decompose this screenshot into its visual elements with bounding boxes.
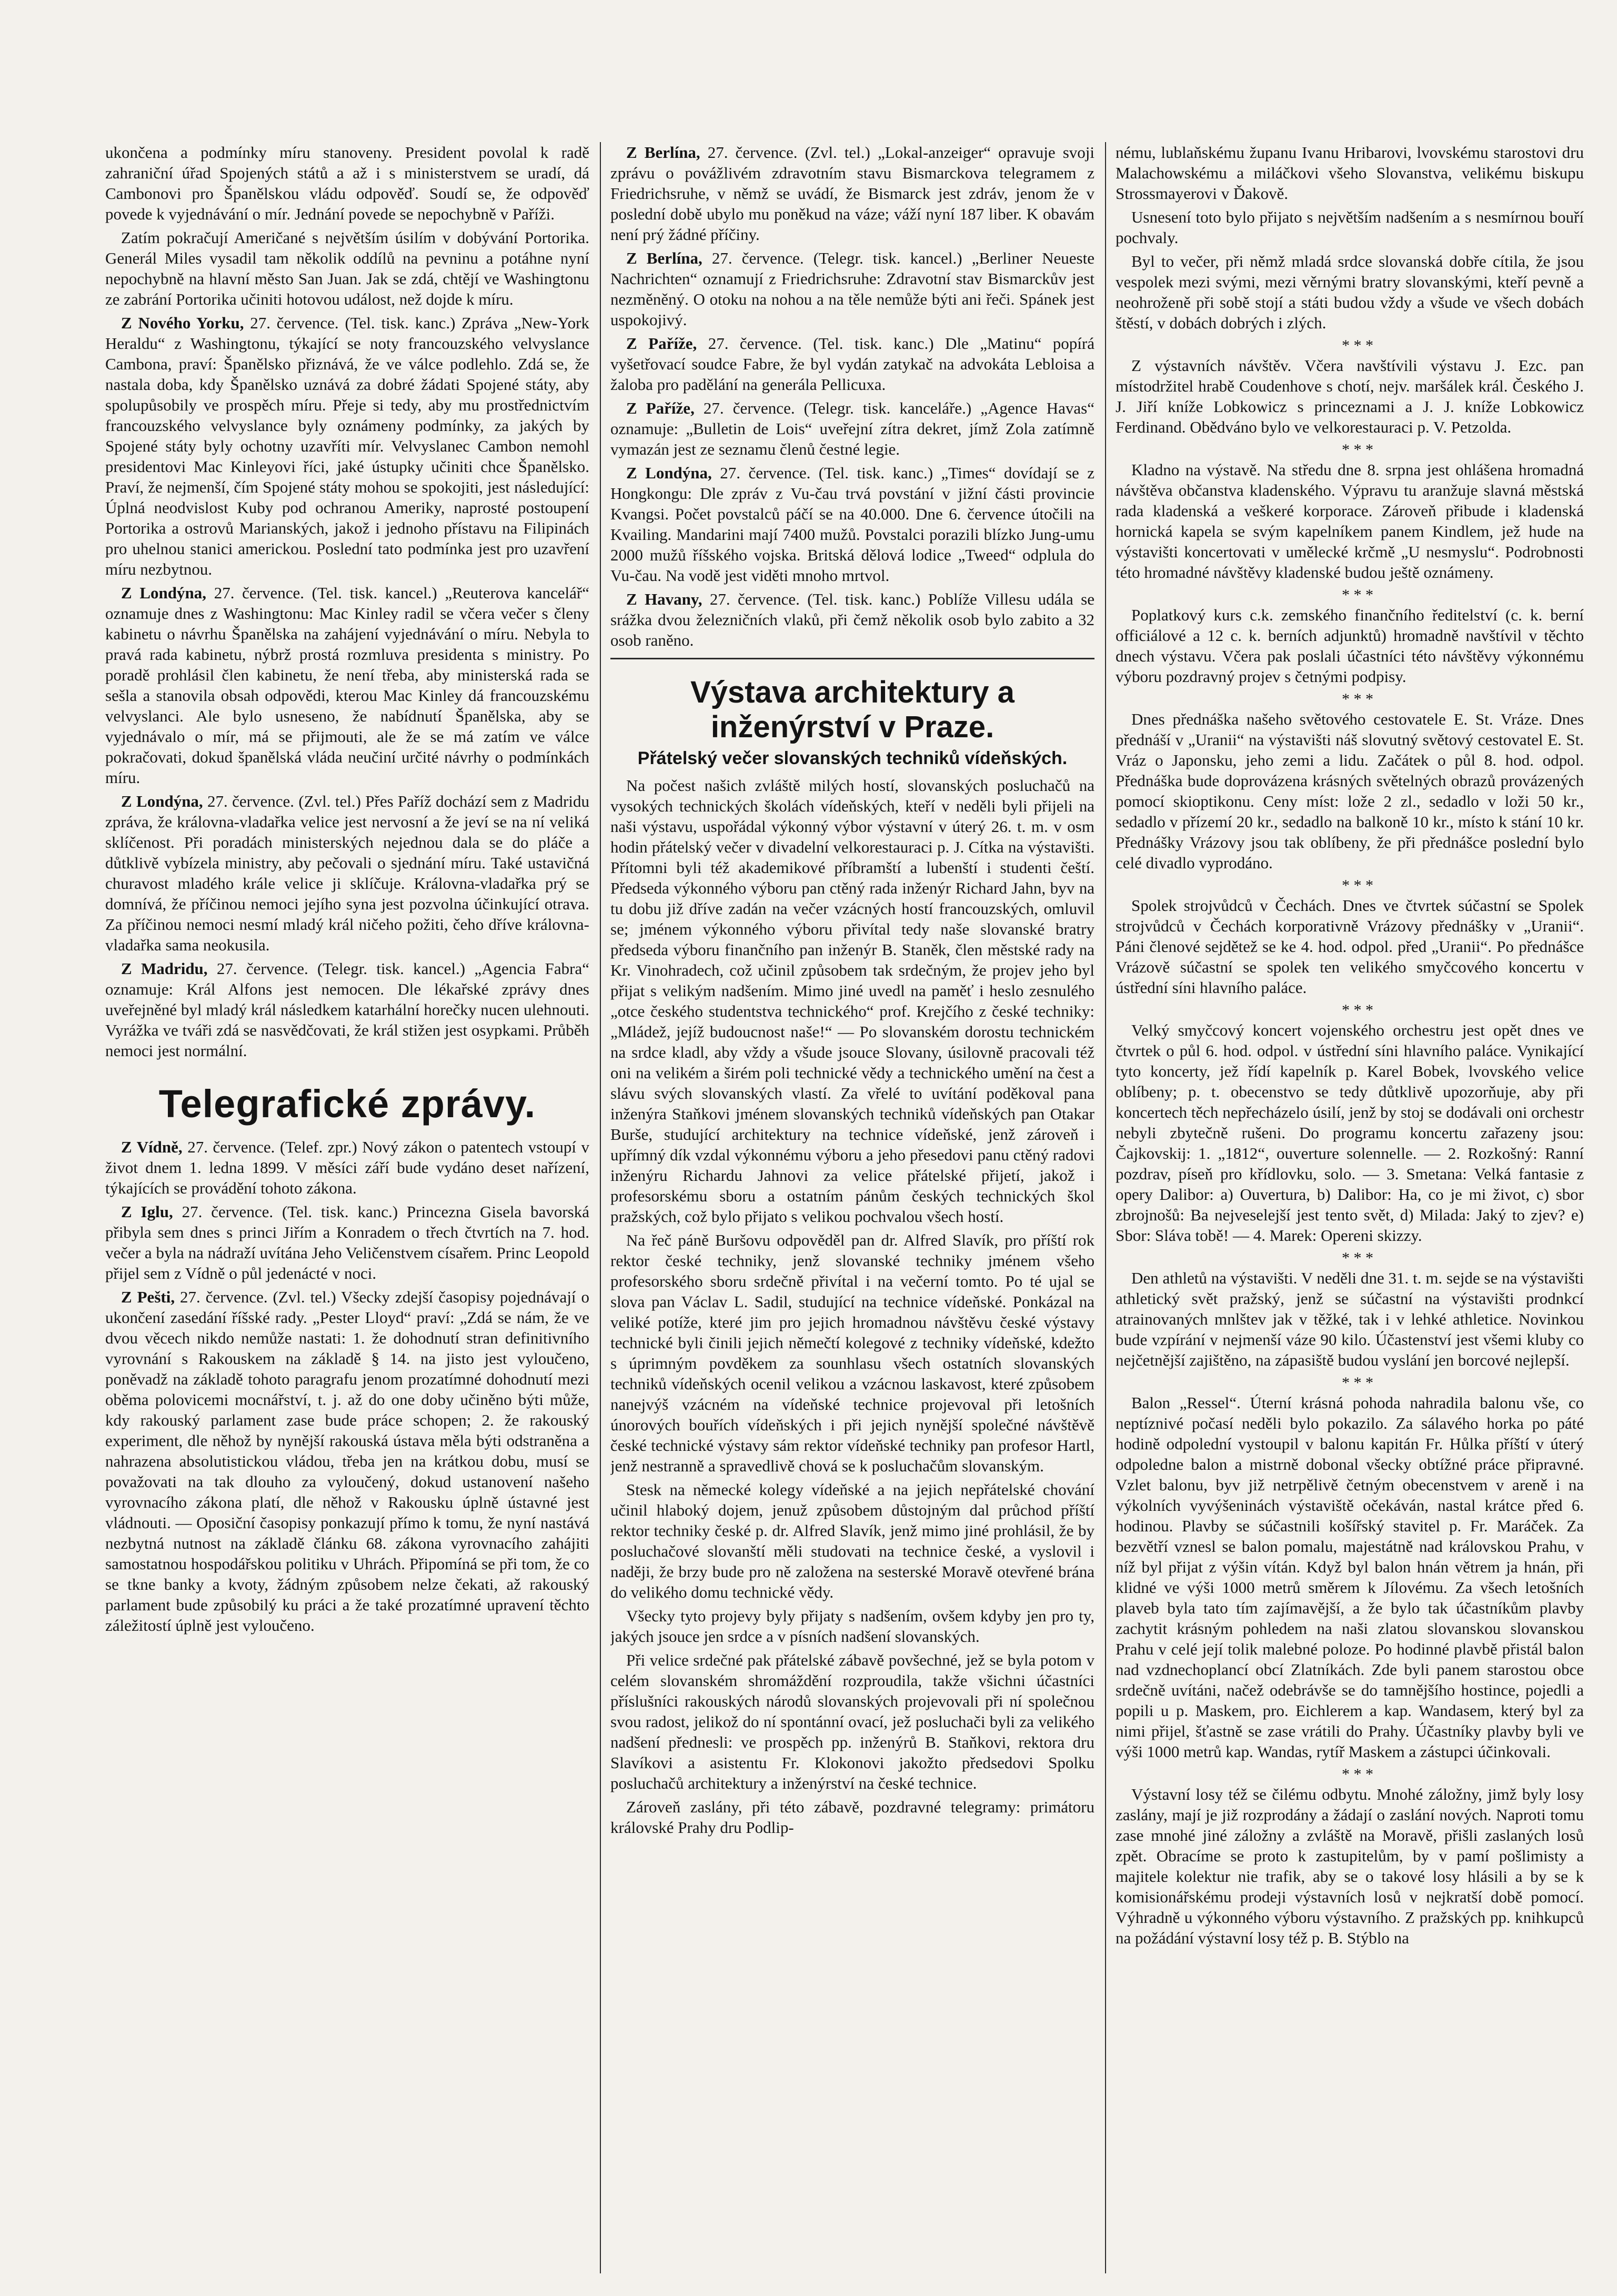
news-item: Z Londýna, 27. července. (Tel. tisk. kanc.) „Times“ dovídají se z Hongkongu: Dle zpráv z Vu-čau trvá povstání v jižní části provincie Kvangsi. Počet povstalců páčí se na 40.000. Dne 6. července útočili na Kvailing. Mandarini mají 7400 mužů. Povstalci porazili blízko Jung-umu 2000 mužů říšského vojska. Britská dělová lodice „Tweed“ odplula do Vu-čau. Na vodě jest viděti mnoho mrtvol.: [610, 464, 1094, 585]
news-item: Z Londýna, 27. července. (Tel. tisk. kancel.) „Reuterova kancelář“ oznamuje dnes z Washingtonu: Mac Kinley radil se včera večer s členy kabinetu o návrhu Španělska na zahájení vyjednávání o míru. Nebyla to pravá rada kabinetu, nýbrž prostá rozmluva presidenta s ministry. Po poradě prohlásil člen kabinetu, že není třeba, aby ministerská rada se sešla a stanovila obsah odpovědi, kterou Mac Kinley dá francouzskému velvyslanci. Ale bylo usneseno, že nabídnutí Španělska, aby se vyjednávalo o mír, má se přijmouti, ale že se má zatím ve válce pokračovati, dokud španělská vláda neučiní určité návrhy o podmínkách míru.: [105, 584, 589, 787]
dateline: Z Pešti,: [121, 1288, 175, 1306]
dateline: Z Madridu,: [121, 959, 208, 978]
article-paragraph: Na řeč páně Buršovu odpověděl pan dr. Alfred Slavík, pro příští rok rektor české techniky, jenž slovanské techniky jménem všeho profesorského sboru srdečně přivítal i na večerní tomto. Po té ujal se slova pan Václav L. Sadil, studující na technice vídeňské. Ponkázal na veliké potíže, které jim pro jejich hromadnou návštěvu české výstavy technické byli činili jejich němečtí kolegové z techniky vídeňské, kdežto s úprimným povděkem za sounhlasu všech ostatních slovanských techniků vídeňských ocenil velikou a vzácnou laskavost, které způsobem nanejvýš vzácném na vídeňské technice projevoval při letošních únorových bouřích vídeňských i při jejich nynější společné návštěvě české technické výstavy sám rektor vídeňské techniky pan profesor Hartl, jenž nestranně a spravedlivě chová se k posluchačům slovanským.: [610, 1231, 1094, 1475]
news-item: Z Berlína, 27. července. (Zvl. tel.) „Lokal-anzeiger“ opravuje svoji zprávu o povážlivém zdravotním stavu Bismarckova telegramem z Friedrichsruhe, v němž se uvádí, že Bismarck jest zdráv, jenom že v poslední době ubylo mu poněkud na váze; váží nyní 187 liber. K obavám není prý žádné příčiny.: [610, 143, 1094, 244]
news-item: Z Iglu, 27. července. (Tel. tisk. kanc.) Princezna Gisela bavorská přibyla sem dnes s princi Jiřím a Konradem o třech čtvrtích na 7. hod. večer a byla na nádraží uvítána Jeho Veličenstvem císařem. Princ Leopold přijel sem z Vídně o půl jedenácté v noci.: [105, 1202, 589, 1282]
section-heading-telegrams: Telegrafické zprávy.: [158, 1082, 536, 1126]
article-paragraph: Při velice srdečné pak přátelské zábavě povšechné, jež se byla potom v celém slovanském shromáždění rozproudila, takže všichni účastníci příslušníci rakouských národů slovanských projevovali při ní společnou svou radost, jelikož do ní spontánní ovací, jež posluchači byli za velikého nadšení přednesli: ve prospěch pp. inženýrů B. Staňkovi, rektora dru Slavíkovi a asistentu Fr. Klokonovi jakožto předsedovi Spolku posluchačů architektury a inženýrství na české technice.: [610, 1651, 1094, 1792]
news-item: Z Pešti, 27. července. (Zvl. tel.) Všecky zdejší časopisy pojednávají o ukončení zasedání říšské rady. „Pester Lloyd“ praví: „Zdá se nám, že ve dvou věcech nikdo nemůže nastati: 1. že dohodnutí stran definitivního vyrovnání s Rakouskem na základě § 14. na jisto jest vyloučeno, poněvadž na základě tohoto paragrafu jenom prozatímné dohodnutí mezi oběma polovicemi mocnářství, t. j. až do one doby učiněno býti může, kdy rakouský parlament zase bude práce schopen; 2. že rakouský experiment, dle něhož by nynější rakouská ústava měla býti odstraněna a nahrazena absolutistickou vládou, třeba jen na krátkou dobu, musí se považovati na tak dlouho za vyloučený, dokud ustanovení našeho vyrovnacího zákona platí, dle něhož v Rakousku úplně ústavné jest vládnouti. — Oposiční časopisy ponkazují přímo k tomu, že nyní nastává nezbytná nutnost na základě článku 68. zákona vyrovnacího zahájiti samostatnou hospodářskou politiku v Uhrách. Připomíná se při tom, že co se tkne banky a kvoty, žádným způsobem nelze čekati, až rakouský parlament bude způsobilý ku práci a že také prozatímné upravení těchto záležitostí úplně jest vyloučeno.: [105, 1288, 589, 1635]
separator-stars: * * *: [1342, 1766, 1373, 1783]
dateline: Z Londýna,: [626, 464, 712, 482]
separator-stars: * * *: [1342, 1249, 1373, 1267]
article-paragraph: Na počest našich zvláště milých hostí, slovanských posluchačů na vysokých technických školách vídeňských, kteří v neděli byli přijeli na naši výstavu, uspořádal výkonný výbor výstavní v úterý 26. t. m. v osm hodin přátelský večer v divadelní velkorestauraci p. J. Cítka na výstavišti. Přítomni byli též akademikové příbramští a lubenští i studenti čeští. Předseda výkonného výboru pan ctěný rada inženýr Richard Jahn, byv na tu dobu již dříve zadán na večer vzácných hostí francouzských, omluvil se; jménem výkonného výboru přivítal tedy naše slovanské bratry předseda výboru finančního pan inženýr B. Staněk, člen městské rady na Kr. Vinohradech, což učinil způsobem tak srdečným, že projev jeho byl přijat s velikým nadšením. Mimo jiné uvedl na paměť i heslo zesnulého „otce českého studentstva technického“ prof. Krejčího z české techniky: „Mládež, jejíž budoucnost naše!“ — Po slovanském dorostu technickém na srdce kladl, aby vždy a všude jsouce Slovany, úsilovně pracovali též oni na velikém a širém poli technické vědy a technického umění na čest a slávu svých slovanských vlastí. Za vřelé to uvítání poděkoval pana inženýra Staňkovi jménem slovanských techniků vídeňských pan Otakar Burše, studující architektury na technice vídeňské, jenž zároveň i upřímný dík vzdal výkonnému výboru a jeho přesedovi panu ctěný radovi inženýru Richardu Jahnovi za velice přátelské přijetí, jakož i profesorskému sboru a ostatním pánům českých technických škol pražských, což bylo přijato s velikou pochvalou všech hostí.: [610, 776, 1094, 1226]
article-paragraph: Stesk na německé kolegy vídeňské a na jejich nepřátelské chování učinil hlaboký dojem, jenuž způsobem důstojným dal průchod příští rektor techniky české p. dr. Alfred Slavík, jenž mimo jiné prohlásil, že by posluchačové slovanští měli studovati na technice české, a vyslovil i naději, že brzy bude pro ně založena na sesterské Moravě otevřené brána do velikého domu technické vědy.: [610, 1480, 1094, 1601]
section-heading-exhibition: Výstava architektury a inženýrství v Praze.: [690, 675, 1015, 744]
section-rule: [610, 658, 1094, 659]
separator-stars: * * *: [1342, 441, 1373, 458]
article-paragraph: Den athletů na výstavišti. V neděli dne 31. t. m. sejde se na výstavišti athletický svět pražský, jenž se súčastní na výstavišti prodnkcí atrainovaných mnlštev jak v těžké, tak i v lehké athletice. Novinkou bude vzpírání v nejmenší váze 90 kilo. Účastenství jest všemi kluby co nejčetnější zajištěno, na zápasiště budou vyslání jen borcové nejlepší.: [1116, 1269, 1584, 1369]
separator-stars: * * *: [1342, 690, 1373, 708]
article-paragraph: Spolek strojvůdců v Čechách. Dnes ve čtvrtek súčastní se Spolek strojvůdců v Čechách korporativně Vrázovy přednášky v „Uranii“. Páni členové sejdětež se ke 4. hod. odpol. před „Uranii“. Po přednášce Vrázově súčastní se spolek ten velikého smyčcového koncertu v ústřední síni hlavního paláce.: [1116, 896, 1584, 997]
news-item: Z Berlína, 27. července. (Telegr. tisk. kancel.) „Berliner Neueste Nachrichten“ oznamují z Friedrichsruhe: Zdravotní stav Bismarckův jest nezměněný. O otoku na nohou a na těle nemůže býti ani řeči. Spánek jest uspokojivý.: [610, 249, 1094, 329]
article-paragraph: Z výstavních návštěv. Včera navštívili výstavu J. Ezc. pan místodržitel hrabě Coudenhove s chotí, nejv. maršálek král. Českého J. J. Jiří kníže Lobkowicz s princeznami a J. J. kníže Lobkowicz Ferdinand. Obědváno bylo ve velkorestauraci p. V. Petzolda.: [1116, 356, 1584, 436]
article-paragraph: Usnesení toto bylo přijato s největším nadšením a s nesmírnou bouří pochvaly.: [1116, 208, 1584, 247]
dateline: Z Londýna,: [121, 584, 207, 602]
news-item: Z Nového Yorku, 27. července. (Tel. tisk. kanc.) Zpráva „New-York Heraldu“ z Washingtonu, týkající se noty francouzského velvyslance Cambona, praví: Španělsko přiznává, že ve válce podlehlo. Zdá se, že nastala doba, kdy Španělsko uznává za dobré žádati Spojené státy, aby spolupůsobily ve prospěch míru. Přeje si tedy, aby mu prostřednictvím francouzského velvyslance byly oznámeny podmínky, za jakých by Spojené státy byly ochotny uzavříti mír. Velvyslanec Cambon nemohl presidentovi Mac Kinleyovi říci, jaké ústupky učiniti chce Španělsko. Praví, že nejmenší, čím Spojené státy mohou se spokojiti, jest následující: Úplná neodvislost Kuby pod ochranou Ameriky, naprosté postoupení Portorika a ostrovů Marianských, jakož i jednoho přístavu na Filipinách pro uhelnou stanici americkou. Poslední tato podmínka jest pro uzavření míru nezbytnou.: [105, 314, 589, 578]
dateline: Z Havany,: [626, 590, 702, 608]
article-paragraph: Velký smyčcový koncert vojenského orchestru jest opět dnes ve čtvrtek o půl 6. hod. odpol. v ústřední síni hlavního paláce. Vynikající tyto koncerty, jež řídí kapelník p. Karel Bobek, lvovského velice oblíbeny; p. t. obecenstvo se tedy důtklivě upozorňuje, aby při koncertech těch nepřecházelo úsilí, jenž by stoj se dodávali oni orchestr nebyli zbytečně rušeni. Do programu koncertu zařazeny jsou: Čajkovskij: 1. „1812“, ouverture solennelle. — 2. Rozkošný: Ranní pozdrav, píseň pro křídlovku, solo. — 3. Smetana: Velká fantasie z opery Dalibor: a) Ouvertura, b) Dalibor: Ha, co je mi život, c) sbor zbrojnošů: Ba nejveselejší jest tento svět, d) Milada: Jaký to zjev? e) Sbor: Sláva tobě! — 4. Marek: Opereni skizzy.: [1116, 1021, 1584, 1245]
dateline: Z Paříže,: [626, 399, 695, 417]
column-middle: [610, 142, 1094, 2273]
article-paragraph: Zároveň zaslány, při této zábavě, pozdravné telegramy: primátoru královské Prahy dru Podlip-: [610, 1798, 1094, 1837]
article-paragraph: Zatím pokračují Američané s největším úsilím v dobývání Portorika. Generál Miles vysadil tam několik oddílů na pevninu a potáhne nyní nepochybně na hlavní město San Juan. Jak se zdá, chtějí ve Washingtonu ze zabrání Portorika učiniti hotovou událost, než dojde k míru.: [105, 228, 589, 308]
article-paragraph: nému, lublaňskému županu Ivanu Hribarovi, lvovskému starostovi dru Malachowskému a miláčkovi všeho Slovanstva, velikému biskupu Strossmayerovi v Ďakově.: [1116, 143, 1584, 203]
dateline: Z Berlína,: [626, 249, 702, 267]
column-left: [105, 142, 589, 2273]
article-paragraph: Poplatkový kurs c.k. zemského finančního ředitelství (c. k. berní officiálové a 12 c. k. berních adjunktů) hromadně navštívil v těchto dnech výstavu. Včera pak poslali účastníci této návštěvy výkonnému výboru pozdravný projev s četnými podpisy.: [1116, 606, 1584, 686]
news-item: Z Madridu, 27. července. (Telegr. tisk. kancel.) „Agencia Fabra“ oznamuje: Král Alfons jest nemocen. Dle lékařské zprávy dnes uveřejněné byl mladý král následkem katarhální horečky nucen ulehnouti. Vyrážka ve tváři zdá se nasvědčovati, že král stižen jest osypkami. Průběh nemoci jest normální.: [105, 959, 589, 1060]
dateline: Z Berlína,: [626, 143, 700, 162]
article-paragraph: Byl to večer, při němž mladá srdce slovanská dobře cítila, že jsou vespolek mezi svými, mezi věrnými bratry slovanskými, kteří pevně a neohroženě při sobě stojí a státi budou vždy a všude ve všech dobách štěstí, v dobách dobrých i zlých.: [1116, 252, 1584, 332]
separator-stars: * * *: [1342, 877, 1373, 894]
news-item: Z Londýna, 27. července. (Zvl. tel.) Přes Paříž dochází sem z Madridu zpráva, že královna-vladařka velice jest nervosní a že jeví se na ní veliká sklíčenost. Při poradách ministerských nejednou dala se do pláče a důtklivě vybízela ministry, aby pečovali o sjednání míru. Také ustavičná churavost mladého krále velice ji sklíčuje. Královna-vladařka prý se domnívá, že příčinou nemoci jejího syna jest pozvolna účinkující otrava. Za příčinou nemoci nesmí mladý král ničeho požiti, čeho dříve královna-vladařka sama neokusila.: [105, 792, 589, 954]
news-item: Z Paříže, 27. července. (Tel. tisk. kanc.) Dle „Matinu“ popírá vyšetřovací soudce Fabre, že byl vydán zatykač na advokáta Lebloisa a žaloba pro padělání na generála Pellicuxa.: [610, 334, 1094, 394]
news-item: Z Paříže, 27. července. (Telegr. tisk. kanceláře.) „Agence Havas“ oznamuje: „Bulletin de Lois“ uveřejní zítra dekret, jímž Zola zatímně vymazán jest ze seznamu členů čestné legie.: [610, 399, 1094, 458]
article-paragraph: ukončena a podmínky míru stanoveny. President povolal k radě zahraniční úřad Spojených států a až i s ministerstvem se uradí, dá Cambonovi pro Španělskou vládu odpověď. Soudí se, že odpověď povede k vyjednávání o mír. Jednání povede se nepochybně v Paříži.: [105, 143, 589, 223]
article-paragraph: Všecky tyto projevy byly přijaty s nadšením, ovšem kdyby jen pro ty, jakých jsouce jen srdce a v písních nadšení slovanských.: [610, 1607, 1094, 1646]
news-item: Z Vídně, 27. července. (Telef. zpr.) Nový zákon o patentech vstoupí v život dnem 1. ledna 1899. V měsíci září bude vydáno deset nařízení, týkajících se provádění tohoto zákona.: [105, 1138, 589, 1197]
column-divider: [1105, 142, 1106, 2273]
article-paragraph: Dnes přednáška našeho světového cestovatele E. St. Vráze. Dnes přednáší v „Uranii“ na výstavišti náš slovutný světový cestovatel E. St. Vráz o Japonsku, jeho zemi a lidu. Začátek o půl 8. hod. odpol. Přednáška bude doprovázena krásných světelných obrazů provázených pomocí skioptikonu. Ceny míst: lože 2 zl., sedadlo v loži 50 kr., sedadlo v přízemí 20 kr., sedadlo na balkoně 10 kr., místo k stání 10 kr. Přednášky Vrázovy jsou tak oblíbeny, že při přednášce poslední bylo celé divadlo vyprodáno.: [1116, 710, 1584, 872]
article-paragraph: Výstavní losy též se čilému odbytu. Mnohé záložny, jimž byly losy zaslány, mají je již rozprodány a žádají o zaslání nových. Naproti tomu zase mnohé jiné záložny a zvláště na Moravě, přišli zaslaných losů zpět. Obracíme se proto k zastupitelům, by v pamí pošlimisty a majitele kolektur nie trafik, aby se o takové losy hlásili a by se k komisionářskému prodeji výstavních losů v nejkratší době pomocí. Výhradně u výkonného výboru výstavního. Z pražských pp. knihkupců na požádání výstavní losy též p. B. Stýblo na: [1116, 1785, 1584, 1947]
separator-stars: * * *: [1342, 586, 1373, 604]
article-paragraph: Balon „Ressel“. Úterní krásná pohoda nahradila balonu vše, co neptíznivé počasí neděli bylo pokazilo. Za sálavého horka po páté hodině odpolední vystoupil v balonu kapitán Fr. Hůlka příští v úterý odpoledne balon a mistrně dobonal všecky obtížné práce připravné. Vzlet balonu, byv již netrpělivě četným obecenstvem v areně i na výkolních vyvýšeninách výstaviště očekáván, nastal krátce před 6. hodinou. Plavby se súčastnili košířský stavitel p. Fr. Maráček. Za bezvětří vznesl se balon pomalu, majestátně nad královskou Prahu, v níž byl přijat z výšin vítán. Když byl balon hnán větrem ja hnán, při klidné ve výši 1000 metrů směrem k Jílovému. Za všech letošních plaveb byla tato tím zajímavější, a že bylo tak účastníkům plavby zachytit krásným pohledem na naši zlatou slovanskou slovanskou Prahu v celé její tolik malebné poloze. Po hodinné plavbě přistál balon nad vzdnechoplancí obcí Zlatníkách. Zde byli panem starostou obce srdečně uvítáni, načež odebrávše se do tamnějšího hostince, pojedli a popili u p. Maskem, pro. Eichlerem a kap. Wandasem, který byl za nimi přijel, šťastně se zase vrátili do Prahy. Účastníky plavby byli ve výši 1000 metrů kap. Wandas, rytíř Maskem a zástupci účinkovali.: [1116, 1393, 1584, 1761]
separator-stars: * * *: [1342, 337, 1373, 354]
separator-stars: * * *: [1342, 1001, 1373, 1019]
separator-stars: * * *: [1342, 1374, 1373, 1391]
column-right: [1116, 142, 1584, 2273]
dateline: Z Iglu,: [121, 1202, 173, 1221]
newspaper-page: [105, 142, 1584, 2273]
dateline: Z Paříže,: [626, 334, 697, 353]
article-subheading: Přátelský večer slovanských techniků vídeňských.: [637, 748, 1068, 768]
news-item: Z Havany, 27. července. (Tel. tisk. kanc.) Poblíže Villesu udála se srážka dvou železničních vlaků, při čemž několik osob bylo zabito a 32 osob raněno.: [610, 590, 1094, 649]
dateline: Z Nového Yorku,: [121, 314, 244, 332]
column-divider: [600, 142, 601, 2273]
article-paragraph: Kladno na výstavě. Na středu dne 8. srpna jest ohlášena hromadná návštěva občanstva kladenského. Výpravu tu aranžuje slavná městská rada kladenská a veškeré korporace. Zároveň přibude i kladenská hornická kapela se svým kapelníkem panem Kindlem, jež hude na výstavišti koncertovati v umělecké krčmě „U nesmyslu“. Podrobnosti této hromadné návštěvy kladenské budou ještě oznámeny.: [1116, 460, 1584, 581]
dateline: Z Vídně,: [121, 1138, 183, 1156]
dateline: Z Londýna,: [121, 792, 203, 810]
